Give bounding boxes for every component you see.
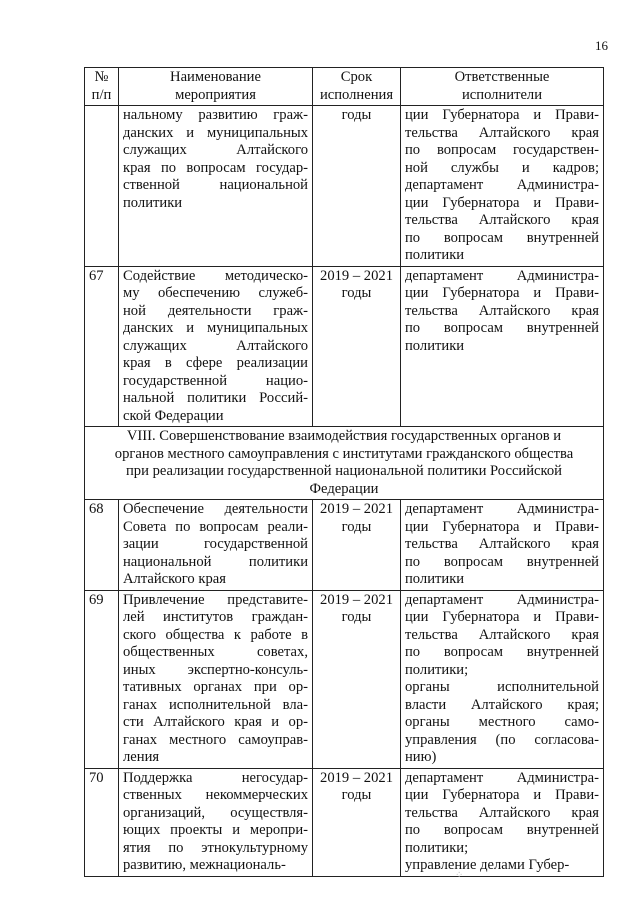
section-row [85, 427, 604, 500]
text-line: Совета по вопросам реали- [123, 518, 308, 535]
text-line: ции Губернатора и Прави- [405, 285, 599, 301]
text-line: национальной политики [123, 553, 308, 570]
header-term [313, 68, 401, 106]
text-line: по вопросам внутренней [405, 553, 599, 570]
measure-name [119, 266, 313, 427]
text-line: лей институтов граждан- [123, 609, 308, 625]
table-header [85, 68, 604, 106]
measure-name [119, 106, 313, 267]
text-line: иных экспертно-консуль- [123, 661, 308, 678]
text-line: политики [123, 194, 183, 211]
text-line: тельства Алтайского края [405, 124, 599, 141]
text-line: ской Федерации [123, 407, 224, 424]
section-line: органов местного самоуправления с институтами гражданского общества [114, 445, 574, 462]
text-line: ганах исполнительной вла- [123, 696, 308, 713]
text-line: зации государственной [123, 536, 308, 552]
measure-responsible [401, 106, 604, 267]
text-line: по вопросам внутренней [405, 644, 599, 660]
table-row [85, 590, 604, 768]
text-line: ции Губернатора и Прави- [405, 194, 599, 211]
header-term-line: исполнения [319, 86, 394, 103]
measure-term [313, 106, 401, 267]
text-line: тельства Алтайского края [405, 804, 599, 821]
text-line: годы [341, 609, 372, 625]
text-line: годы [341, 285, 372, 301]
text-line: 2019 – 2021 [320, 267, 393, 284]
text-line: ятия по этнокультурному [123, 839, 308, 856]
text-line: Поддержка негосудар- [123, 769, 308, 786]
text-line: управление делами Губер- [405, 857, 570, 873]
header-term-line: Срок [340, 69, 373, 85]
table-row [85, 768, 604, 876]
text-line: по вопросам внутренней [405, 822, 599, 838]
measure-responsible [401, 266, 604, 427]
text-line: ского общества к работе в [123, 626, 308, 643]
text-line: общественных советах, [123, 644, 308, 660]
text-line: ления [123, 749, 160, 765]
text-line: тельства Алтайского края [405, 302, 599, 319]
measure-name [119, 500, 313, 591]
text-line: тельства Алтайского края [405, 626, 599, 643]
text-line: му обеспечению служеб- [123, 285, 308, 301]
text-line: по вопросам внутренней [405, 229, 599, 246]
text-line: политики [405, 337, 465, 354]
row-number [85, 106, 119, 267]
measure-responsible [401, 768, 604, 876]
text-line: нию) [405, 749, 437, 765]
text-line: ственной национальной [123, 177, 308, 193]
text-line: Привлечение представите- [123, 591, 308, 608]
text-line: ной деятельности граж- [123, 302, 308, 319]
header-name-line: Наименование [170, 69, 261, 85]
table-row [85, 266, 604, 427]
page-number: 16 [595, 38, 608, 53]
measure-term [313, 266, 401, 427]
header-num [85, 68, 119, 106]
measure-term [313, 768, 401, 876]
text-line: организаций, осуществля- [123, 804, 308, 821]
measure-name [119, 590, 313, 768]
text-line: данских и муниципальных [123, 124, 308, 141]
text-line: годы [341, 787, 372, 803]
text-line: нальному развитию граж- [123, 107, 308, 123]
table-row [85, 106, 604, 267]
text-line: ции Губернатора и Прави- [405, 107, 599, 123]
section-line: VIII. Совершенствование взаимодействия государственных органов и [126, 428, 562, 444]
text-line: развитию, межнациональ- [123, 857, 286, 873]
header-resp [401, 68, 604, 106]
text-line: 2019 – 2021 [320, 769, 393, 786]
text-line: тельства Алтайского края [405, 212, 599, 228]
measures-table [84, 67, 604, 877]
text-line: по вопросам внутренней [405, 320, 599, 336]
text-line: по вопросам государствен- [405, 142, 599, 158]
text-line: ной службы и кадров; [405, 159, 599, 176]
text-line: годы [341, 518, 372, 535]
text-line: политики; [405, 839, 469, 856]
text-line: органы местного само- [405, 714, 599, 730]
row-number: 67 [85, 266, 119, 427]
section-heading [85, 427, 604, 500]
text-line: служащих Алтайского [123, 337, 308, 354]
section-line: при реализации государственной национальной политики Российской [126, 463, 562, 479]
text-line: ганах местного самоуправ- [123, 731, 308, 748]
text-line: политики; [405, 661, 469, 678]
header-num-line: № [94, 69, 109, 85]
header-resp-line: Ответственные [454, 69, 550, 85]
measure-responsible [401, 590, 604, 768]
text-line: органы исполнительной [405, 679, 599, 695]
text-line: управления (по согласова- [405, 731, 599, 748]
text-line: департамент Администра- [405, 267, 599, 284]
row-number: 68 [85, 500, 119, 591]
text-line: Алтайского края [123, 571, 226, 587]
row-number: 70 [85, 768, 119, 876]
text-line: власти Алтайского края; [405, 696, 599, 713]
text-line: нальной политики Россий- [123, 390, 308, 406]
text-line: ции Губернатора и Прави- [405, 609, 599, 625]
text-line: тативных органах при ор- [123, 679, 308, 695]
section-line: Федерации [309, 480, 379, 497]
row-number: 69 [85, 590, 119, 768]
text-line: департамент Администра- [405, 501, 599, 517]
header-num-line: п/п [91, 86, 112, 103]
text-line: Содействие методическо- [123, 267, 308, 284]
text-line: данских и муниципальных [123, 320, 308, 336]
text-line: департамент Администра- [405, 177, 599, 193]
measure-term [313, 500, 401, 591]
text-line: 2019 – 2021 [320, 501, 393, 517]
table-row [85, 500, 604, 591]
text-line: департамент Администра- [405, 769, 599, 786]
measure-term [313, 590, 401, 768]
text-line: ющих проекты и меропри- [123, 822, 308, 838]
text-line: политики [405, 571, 465, 587]
text-line: Обеспечение деятельности [123, 501, 308, 517]
text-line: департамент Администра- [405, 591, 599, 608]
text-line: края в сфере реализации [123, 355, 308, 371]
header-resp-line: исполнители [461, 86, 543, 103]
text-line: сти Алтайского края и ор- [123, 714, 308, 730]
text-line: служащих Алтайского [123, 142, 308, 158]
text-line: тельства Алтайского края [405, 536, 599, 552]
header-name [119, 68, 313, 106]
text-line: политики [405, 247, 465, 263]
text-line: годы [341, 107, 372, 123]
measure-name [119, 768, 313, 876]
text-line: края по вопросам государ- [123, 159, 308, 176]
header-name-line: мероприятия [175, 86, 256, 103]
measure-responsible [401, 500, 604, 591]
text-line: государственной нацио- [123, 372, 308, 389]
scan-artifact: ⁘ [455, 870, 464, 881]
text-line: ции Губернатора и Прави- [405, 787, 599, 803]
text-line: ции Губернатора и Прави- [405, 518, 599, 535]
text-line: 2019 – 2021 [320, 591, 393, 608]
text-line: ственных некоммерческих [123, 787, 308, 803]
